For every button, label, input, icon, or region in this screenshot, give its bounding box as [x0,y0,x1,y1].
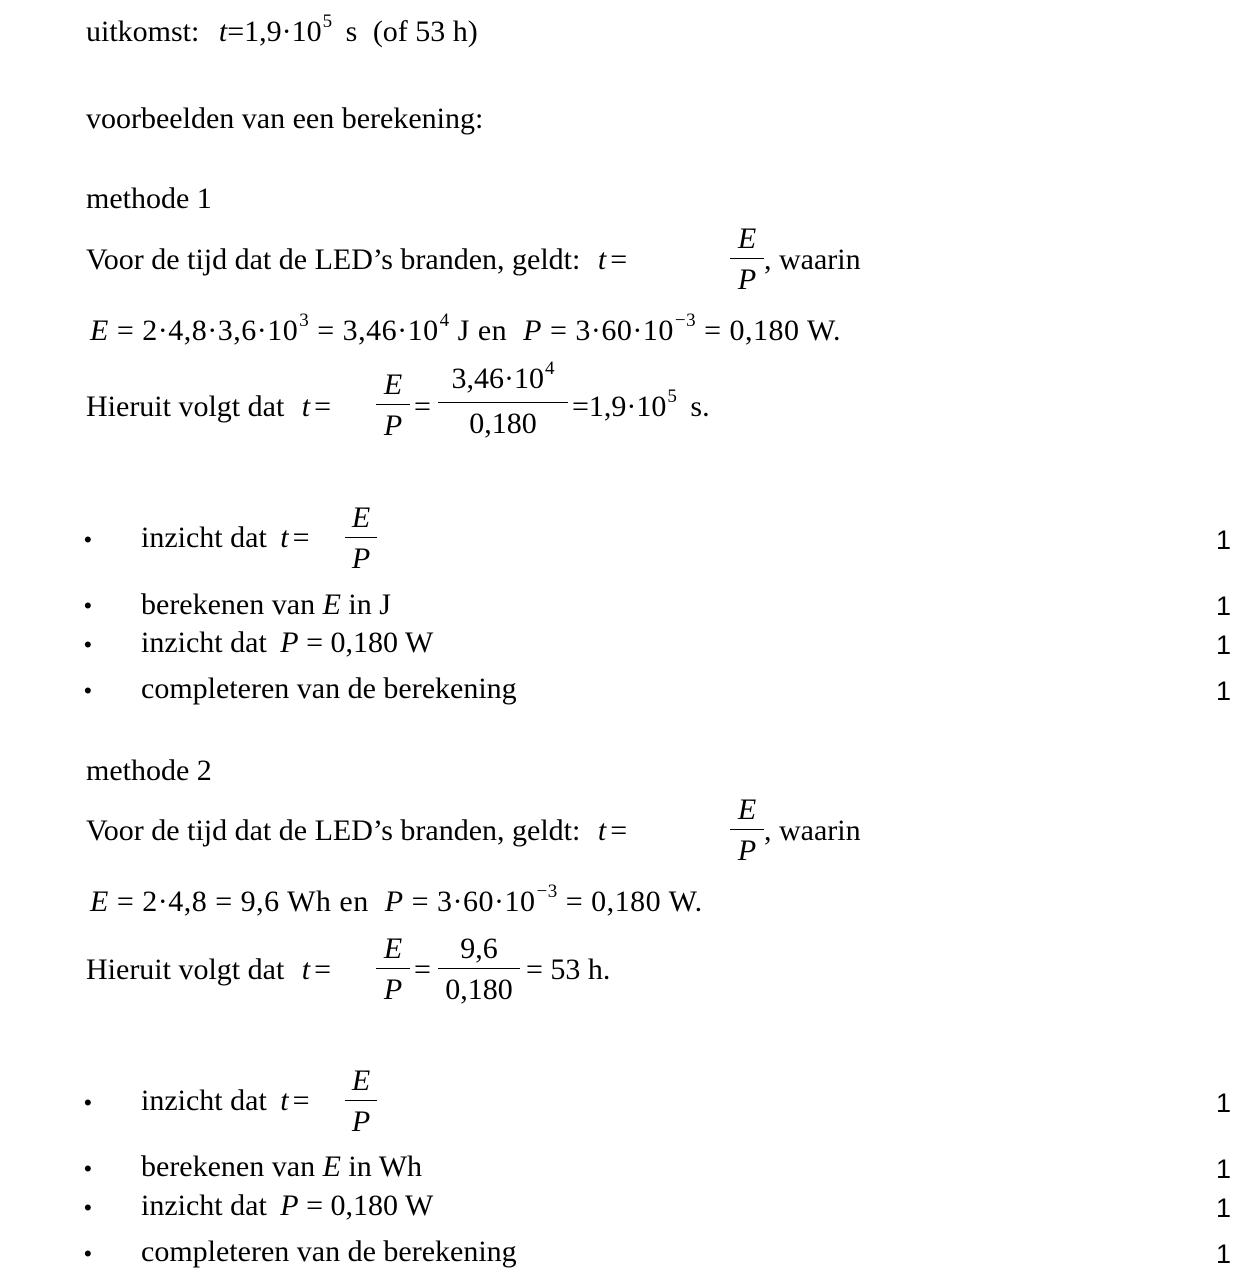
method2-result-fraction-values [438,934,520,1005]
intro-text: voorbeelden van een berekening: [86,102,484,135]
method1-result-fraction-ep [376,370,410,441]
E-result: = 3,46·10 [309,314,439,347]
fraction-bar [438,968,520,969]
criterion-text: inzicht dat [141,626,275,659]
fraction-denominator: P [351,1105,371,1138]
fraction-numerator: E [383,932,403,965]
condition-text: Voor de tijd dat de LED’s branden, geldt: [86,243,581,276]
method1-result-fraction-values [438,358,568,440]
method1-eq-sign-2: = [414,390,431,423]
criteria1-score-1: 1 [1216,525,1232,555]
outcome-label: uitkomst: [86,15,200,48]
hieruit-text: Hieruit volgt dat [86,390,285,423]
fraction-denominator: P [737,263,757,296]
criteria2-fraction [345,1066,377,1137]
criterion-text: berekenen van [141,1150,323,1183]
criterion-post: = 0,180 W [298,1189,434,1222]
criterion-post: in J [340,588,391,621]
method1-condition [86,245,627,275]
method2-waarin: , waarin [764,814,861,847]
outcome-line [86,11,478,48]
result-exp: 5 [667,386,677,407]
criterion-text: inzicht dat [141,521,275,554]
outcome-exp: 5 [322,11,333,32]
criterion-text: berekenen van [141,588,323,621]
fraction-numerator: E [737,222,757,255]
fraction-numerator: E [383,368,403,401]
result-value: =1,9·10 [572,390,667,423]
criteria1-score-4: 1 [1216,676,1232,706]
criteria1-bullet-2: • [84,593,92,618]
criteria2-score-3: 1 [1216,1193,1232,1223]
fraction-denominator: P [351,542,371,575]
condition-text: Voor de tijd dat de LED’s branden, geldt: [86,814,581,847]
criteria1-score-3: 1 [1216,630,1232,660]
fraction-bar [438,402,568,403]
t-symbol: t [280,521,289,554]
method1-waarin: , waarin [764,243,861,276]
criteria2-bullet-3: • [84,1195,92,1220]
criteria2-score-2: 1 [1216,1154,1232,1184]
criteria2-bullet-1: • [84,1090,92,1115]
method1-result-value [572,386,710,423]
method1-heading: methode 1 [86,182,212,215]
criterion-var: P [280,1189,299,1222]
fraction-bar [730,829,764,830]
method1-result-line [86,392,331,422]
P-exponent: −3 [536,881,558,902]
method2-result-value: = 53 h. [526,953,611,986]
P-symbol: P [523,314,542,347]
fraction-bar [376,404,410,405]
criterion-var: P [280,626,299,659]
fraction-denominator: P [737,834,757,867]
criteria1-bullet-1: • [84,527,92,552]
criterion-var: E [322,588,341,621]
criteria1-score-2: 1 [1216,591,1232,621]
fraction-numerator: E [351,501,371,534]
E-exponent-1: 3 [299,310,310,331]
criterion-text: inzicht dat [141,1084,275,1117]
P-exponent: −3 [674,310,697,331]
fraction-bar [376,968,410,969]
E-exponent-2: 4 [439,310,450,331]
eq-sign: = [610,243,628,276]
t-symbol: t [280,1084,289,1117]
eq-sign: = [292,1084,310,1117]
criteria1-item-2 [141,590,391,620]
criteria1-item-3 [141,628,433,658]
fraction-bar [730,258,764,259]
outcome-unit: s [345,15,358,48]
fraction-numerator: 9,6 [460,932,498,965]
eq-sign: = [314,390,332,423]
t-symbol: t [301,953,311,986]
outcome-t: t [218,15,228,48]
criteria1-bullet-3: • [84,632,92,657]
criteria1-fraction [345,503,377,574]
method2-result-fraction-ep [376,934,410,1005]
method2-condition [86,816,627,846]
criteria2-item-1 [141,1086,310,1116]
outcome-alt: (of 53 h) [372,15,478,48]
criterion-text: inzicht dat [141,1189,275,1222]
P-result: = 0,180 W. [557,885,703,918]
fraction-numerator [438,358,568,395]
P-expression: = 3·60·10 [541,314,674,347]
outcome-value: =1,9·10 [227,15,322,48]
criteria2-item-4: completeren van de berekening [141,1235,517,1268]
method1-values-line [90,310,842,347]
criteria2-bullet-4: • [84,1241,92,1266]
criteria2-bullet-2: • [84,1156,92,1181]
P-result: = 0,180 W. [696,314,842,347]
method2-result-line [86,955,331,985]
criteria1-bullet-4: • [84,678,92,703]
E-symbol: E [90,314,109,347]
fraction-denominator: P [383,409,403,442]
criterion-post: = 0,180 W [298,626,434,659]
criteria2-score-1: 1 [1216,1088,1232,1118]
P-symbol: P [384,885,404,918]
result-unit: s. [682,390,710,423]
criterion-post: in Wh [340,1150,423,1183]
numerator-exp: 4 [545,358,555,379]
eq-sign: = [610,814,628,847]
criteria2-item-3 [141,1191,433,1221]
hieruit-text: Hieruit volgt dat [86,953,285,986]
fraction-bar [345,537,377,538]
criteria2-item-2 [141,1152,422,1182]
eq-sign: = [314,953,332,986]
fraction-denominator: 0,180 [469,407,537,440]
t-symbol: t [597,243,607,276]
E-symbol: E [90,885,109,918]
method2-condition-fraction [730,795,764,866]
fraction-numerator: E [737,793,757,826]
criteria1-item-1 [141,523,310,553]
t-symbol: t [597,814,607,847]
criteria2-score-4: 1 [1216,1239,1232,1269]
criteria1-item-4: completeren van de berekening [141,672,517,705]
method2-values-line [90,881,703,918]
t-symbol: t [301,390,311,423]
method1-condition-fraction [730,224,764,295]
fraction-bar [345,1100,377,1101]
fraction-denominator: P [383,973,403,1006]
P-expression: = 3·60·10 [403,885,536,918]
fraction-numerator: E [351,1064,371,1097]
method2-heading: methode 2 [86,754,212,787]
E-unit: J en [449,314,516,347]
eq-sign: = [292,521,310,554]
E-expression: = 2·4,8·3,6·10 [108,314,299,347]
numerator-value: 3,46·10 [451,362,544,395]
method2-eq-sign-2: = [414,953,431,986]
criterion-var: E [322,1150,341,1183]
E-expression: = 2·4,8 = 9,6 Wh en [108,885,377,918]
fraction-denominator: 0,180 [445,973,513,1006]
